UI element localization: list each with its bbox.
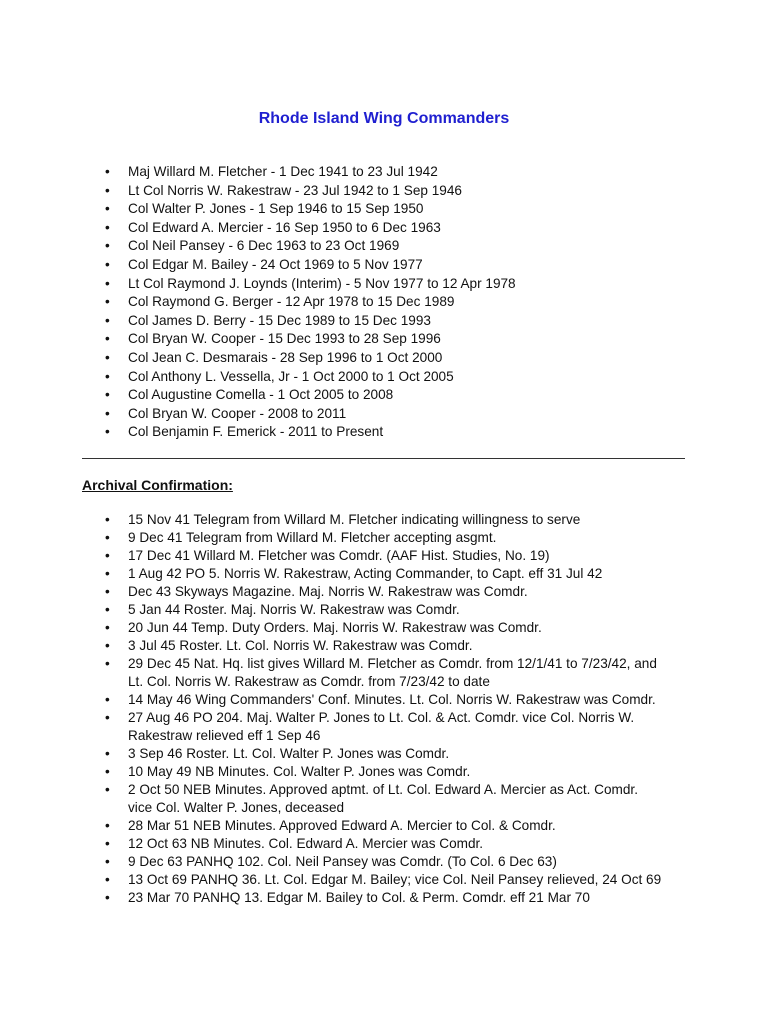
archival-entry <box>105 547 661 565</box>
archival-entry <box>105 511 661 529</box>
archival-entry <box>105 763 661 781</box>
archival-entry <box>105 565 661 583</box>
archival-entry-text: 14 May 46 Wing Commanders' Conf. Minutes. Lt. Col. Norris W. Rakestraw was Comdr. <box>128 692 656 707</box>
archival-entry-text: 1 Aug 42 PO 5. Norris W. Rakestraw, Acting Commander, to Capt. eff 31 Jul 42 <box>128 566 603 581</box>
list-item: • Lt Col Norris W. Rakestraw - 23 Jul 1942 to 1 Sep 1946 <box>105 182 516 201</box>
archival-heading: Archival Confirmation: <box>82 477 233 493</box>
archival-list <box>105 511 661 907</box>
archival-entry <box>105 691 661 709</box>
archival-entry <box>105 889 661 907</box>
archival-entry <box>105 871 661 889</box>
list-item: • Col Edgar M. Bailey - 24 Oct 1969 to 5 Nov 1977 <box>105 256 516 275</box>
archival-entry <box>105 781 661 817</box>
archival-entry-text: 15 Nov 41 Telegram from Willard M. Fletcher indicating willingness to serve <box>128 512 581 527</box>
archival-entry <box>105 529 661 547</box>
list-item: • Col Benjamin F. Emerick - 2011 to Present <box>105 423 516 442</box>
list-item: • Col Raymond G. Berger - 12 Apr 1978 to 15 Dec 1989 <box>105 293 516 312</box>
archival-entry-text: Dec 43 Skyways Magazine. Maj. Norris W. Rakestraw was Comdr. <box>128 584 528 599</box>
section-divider <box>82 458 685 459</box>
archival-entry-text: 9 Dec 63 PANHQ 102. Col. Neil Pansey was Comdr. (To Col. 6 Dec 63) <box>128 854 557 869</box>
archival-entry-text: 17 Dec 41 Willard M. Fletcher was Comdr. (AAF Hist. Studies, No. 19) <box>128 548 550 563</box>
archival-entry <box>105 619 661 637</box>
archival-entry-continuation: Rakestraw relieved eff 1 Sep 46 <box>128 728 321 743</box>
archival-entry-text: 3 Sep 46 Roster. Lt. Col. Walter P. Jones was Comdr. <box>128 746 450 761</box>
archival-entry-text: 5 Jan 44 Roster. Maj. Norris W. Rakestraw was Comdr. <box>128 602 460 617</box>
archival-entry <box>105 637 661 655</box>
list-item: • Col Jean C. Desmarais - 28 Sep 1996 to 1 Oct 2000 <box>105 349 516 368</box>
list-item: • Col Edward A. Mercier - 16 Sep 1950 to 6 Dec 1963 <box>105 219 516 238</box>
list-item: • Lt Col Raymond J. Loynds (Interim) - 5 Nov 1977 to 12 Apr 1978 <box>105 275 516 294</box>
archival-entry <box>105 835 661 853</box>
list-item: • Col Neil Pansey - 6 Dec 1963 to 23 Oct 1969 <box>105 237 516 256</box>
list-item: • Col Bryan W. Cooper - 2008 to 2011 <box>105 405 516 424</box>
list-item: • Col Anthony L. Vessella, Jr - 1 Oct 2000 to 1 Oct 2005 <box>105 368 516 387</box>
list-item: • Col Bryan W. Cooper - 15 Dec 1993 to 28 Sep 1996 <box>105 330 516 349</box>
archival-entry-text: 3 Jul 45 Roster. Lt. Col. Norris W. Rakestraw was Comdr. <box>128 638 473 653</box>
archival-entry-text: 2 Oct 50 NEB Minutes. Approved aptmt. of Lt. Col. Edward A. Mercier as Act. Comdr. <box>128 782 638 797</box>
archival-entry-text: 9 Dec 41 Telegram from Willard M. Fletcher accepting asgmt. <box>128 530 497 545</box>
archival-entry <box>105 583 661 601</box>
archival-entry <box>105 853 661 871</box>
archival-entry-text: 29 Dec 45 Nat. Hq. list gives Willard M. Fletcher as Comdr. from 12/1/41 to 7/23/42, and <box>128 656 657 671</box>
archival-entry-text: 20 Jun 44 Temp. Duty Orders. Maj. Norris W. Rakestraw was Comdr. <box>128 620 542 635</box>
archival-entry-text: 27 Aug 46 PO 204. Maj. Walter P. Jones to Lt. Col. & Act. Comdr. vice Col. Norris W. <box>128 710 635 725</box>
archival-entry-text: 12 Oct 63 NB Minutes. Col. Edward A. Mercier was Comdr. <box>128 836 484 851</box>
archival-entry <box>105 601 661 619</box>
archival-entry <box>105 745 661 763</box>
list-item: • Maj Willard M. Fletcher - 1 Dec 1941 to 23 Jul 1942 <box>105 163 516 182</box>
list-item: • Col James D. Berry - 15 Dec 1989 to 15 Dec 1993 <box>105 312 516 331</box>
list-item: • Col Augustine Comella - 1 Oct 2005 to 2008 <box>105 386 516 405</box>
archival-entry-text: 10 May 49 NB Minutes. Col. Walter P. Jones was Comdr. <box>128 764 471 779</box>
archival-entry-text: 28 Mar 51 NEB Minutes. Approved Edward A. Mercier to Col. & Comdr. <box>128 818 556 833</box>
archival-entry-text: 13 Oct 69 PANHQ 36. Lt. Col. Edgar M. Bailey; vice Col. Neil Pansey relieved, 24 Oct 69 <box>128 872 662 887</box>
list-item: • Col Walter P. Jones - 1 Sep 1946 to 15 Sep 1950 <box>105 200 516 219</box>
archival-entry-continuation: vice Col. Walter P. Jones, deceased <box>128 800 345 815</box>
archival-entry <box>105 655 661 691</box>
archival-entry <box>105 709 661 745</box>
archival-entry-text: 23 Mar 70 PANHQ 13. Edgar M. Bailey to Col. & Perm. Comdr. eff 21 Mar 70 <box>128 890 590 905</box>
archival-entry-continuation: Lt. Col. Norris W. Rakestraw as Comdr. from 7/23/42 to date <box>128 674 490 689</box>
page-title: Rhode Island Wing Commanders <box>258 110 510 127</box>
archival-entry <box>105 817 661 835</box>
commanders-list <box>105 163 516 442</box>
